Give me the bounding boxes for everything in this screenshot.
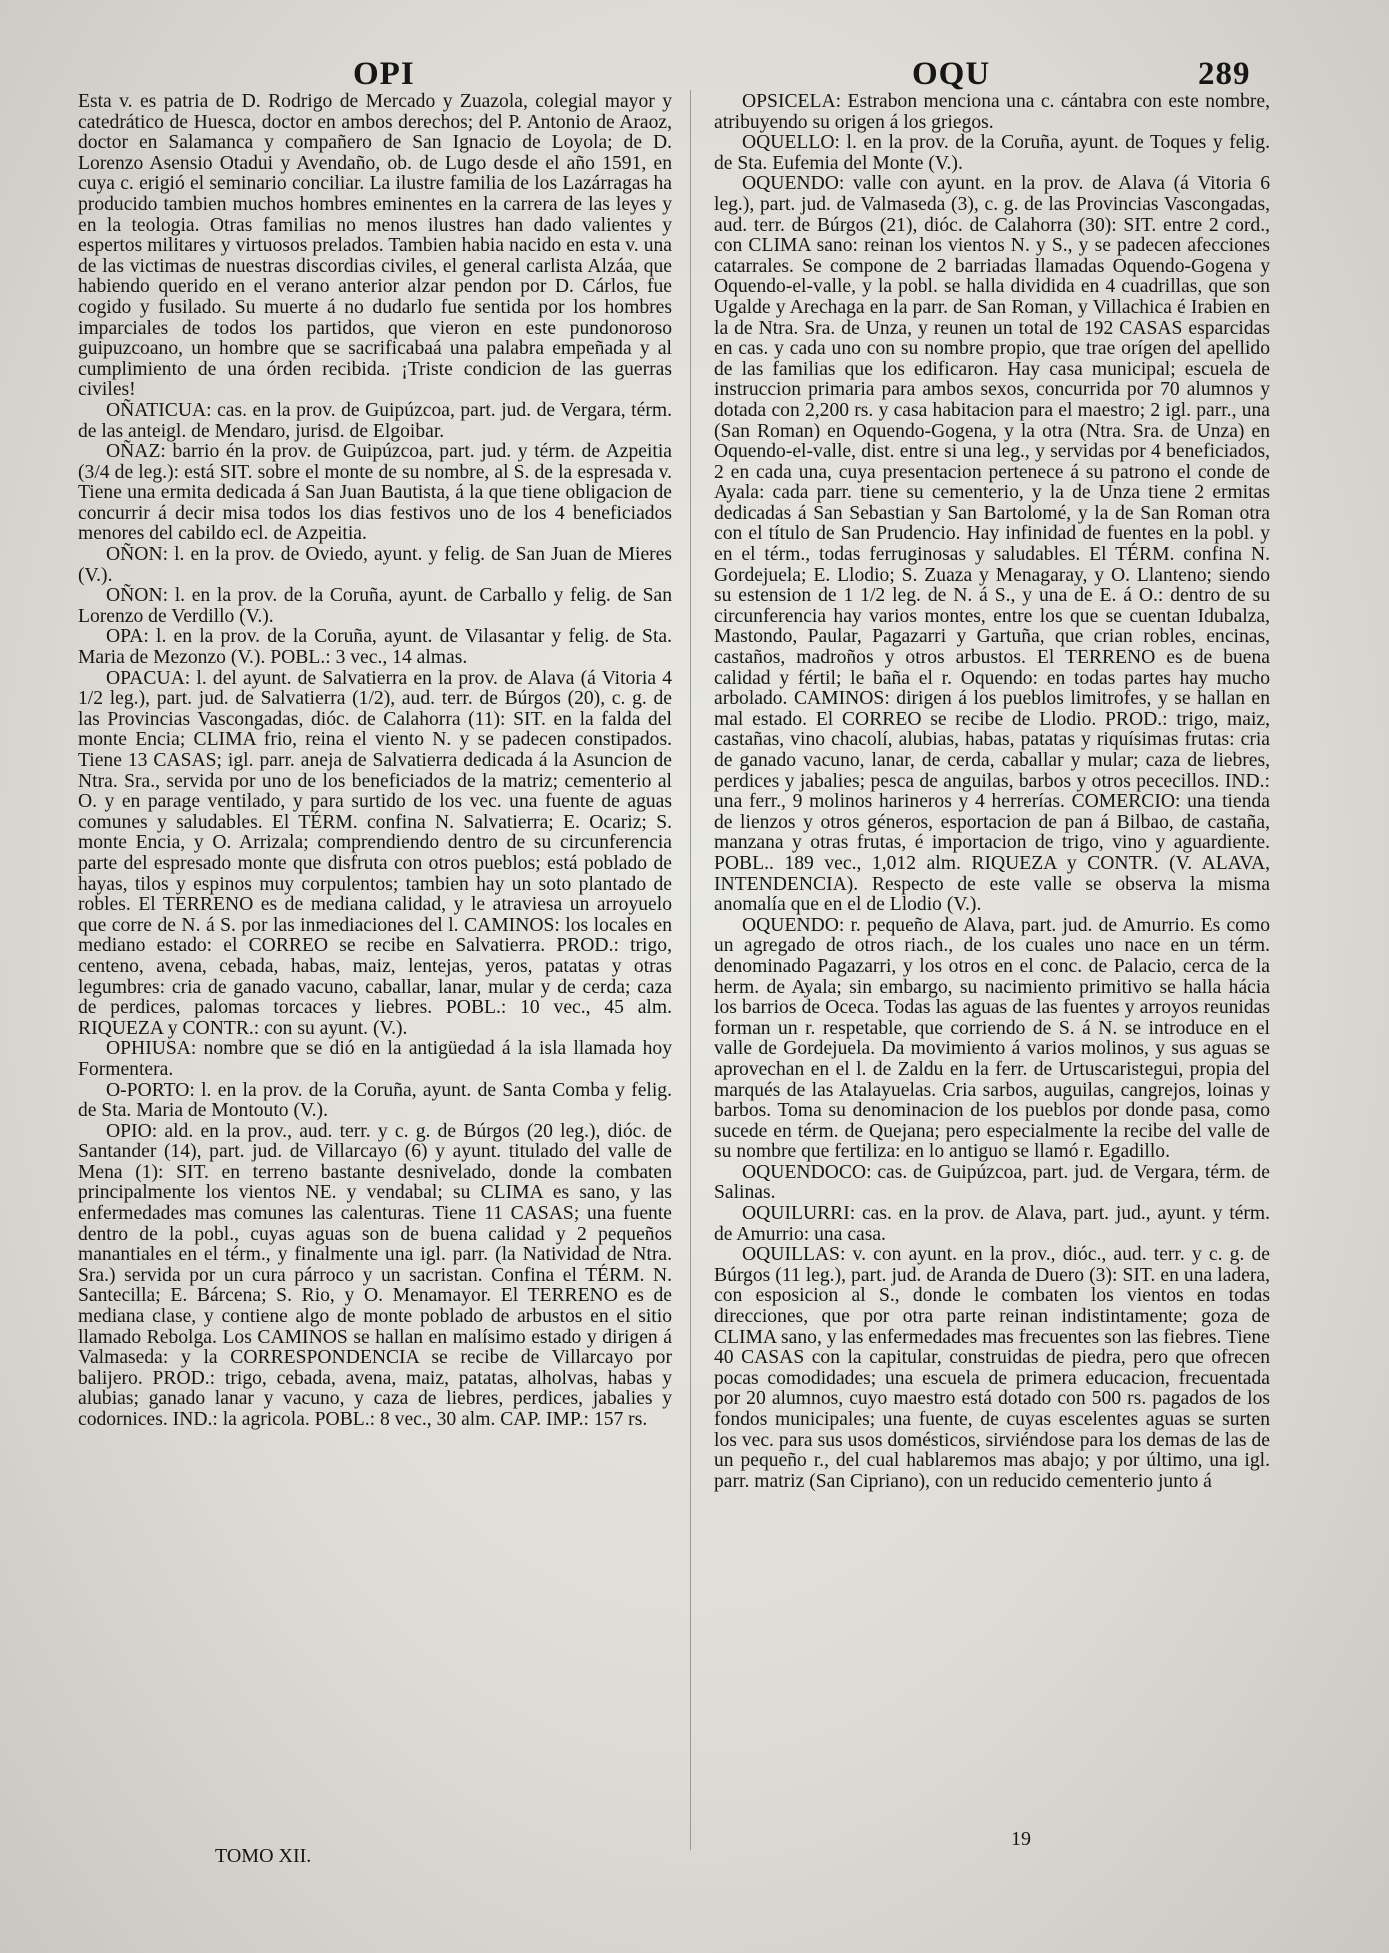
entry-opsicela: OPSICELA: Estrabon menciona una c. cántabra con este nombre, atribuyendo su origen á los griegos. bbox=[714, 91, 1270, 133]
left-column bbox=[78, 92, 672, 1431]
right-column bbox=[714, 92, 1270, 1492]
entry-onon-coruna: OÑON: l. en la prov. de la Coruña, ayunt. de Carballo y felig. de San Lorenzo de Verdillo (V.). bbox=[78, 585, 672, 627]
entry-oquilurri: OQUILURRI: cas. en la prov. de Alava, part. jud., ayunt. y térm. de Amurrio: una casa. bbox=[714, 1203, 1270, 1245]
entry-onaz: OÑAZ: barrio én la prov. de Guipúzcoa, part. jud. y térm. de Azpeitia (3/4 de leg.): está SIT. sobre el monte de su nombre, al S. de la espresada v. Tiene una ermita dedicada á San Juan Bautista, á la que tiene obligacion de concurrir á decir misa todos los dias festivos uno de los 4 beneficiados menores del cabildo ecl. de Azpeitia. bbox=[78, 441, 672, 545]
entry-continuation: Esta v. es patria de D. Rodrigo de Mercado y Zuazola, colegial mayor y catedrático de Huesca, doctor en ambos derechos; del P. Antonio de Araoz, doctor en Salamanca y compañero de San Ignacio de Loyola; de D. Lorenzo Asensio Otadui y Avendaño, ob. de Lugo desde el año 1591, en cuya c. erigió el seminario conciliar. La ilustre familia de los Lazárragas ha producido tambien muchos hombres eminentes en la carrera de las leyes y en la teologia. Otras familias no menos ilustres han dado valientes y espertos militares y virtuosos prelados. Tambien habia nacido en esta v. una de las victimas de nuestras discordias civiles, el general carlista Alzáa, que habiendo querido en el verano anterior alzar pendon por D. Cárlos, fue cogido y fusilado. Su muerte á no dudarlo fue sentida por los hombres imparciales de todos los partidos, que vieron en este pundonoroso guipuzcoano, un hombre que se sacrificabaá una palabra empeñada y al cumplimiento de una órden recibida. ¡Triste condicion de las guerras civiles! bbox=[78, 91, 672, 401]
entry-opio: OPIO: ald. en la prov., aud. terr. y c. g. de Búrgos (20 leg.), dióc. de Santander (14), part. jud. de Villarcayo (6) y ayunt. titulado del valle de Mena (1): SIT. en terreno bastante desnivelado, donde la combaten principalmente los vientos NE. y vendabal; su CLIMA es sano, y las enfermedades mas comunes las calenturas. Tiene 11 CASAS; una fuente dentro de la pobl., cuyas aguas son de buena calidad y 2 pequeños manantiales en el térm., y finalmente una igl. parr. (la Natividad de Ntra. Sra.) servida por un cura párroco y un sacristan. Confina el TÉRM. N. Santecilla; E. Bárcena; S. Rio, y O. Menamayor. El TERRENO es de mediana clase, y contiene algo de monte poblado de arbustos en el sitio llamado Rebolga. Los CAMINOS se hallan en malísimo estado y dirigen á Valmaseda: y la CORRESPONDENCIA se recibe de Villarcayo por balijero. PROD.: trigo, cebada, avena, maiz, patatas, alholvas, habas y alubias; ganado lanar y vacuno, y caza de liebres, perdices, jabalies y codornices. IND.: la agricola. POBL.: 8 vec., 30 alm. CAP. IMP.: 157 rs. bbox=[78, 1120, 672, 1430]
entry-opacua: OPACUA: l. del ayunt. de Salvatierra en la prov. de Alava (á Vitoria 4 1/2 leg.), part. jud. de Salvatierra (1/2), aud. terr. de Búrgos (20), c. g. de las Provincias Vascongadas, dióc. de Calahorra (11): SIT. en la falda del monte Encia; CLIMA frio, reina el viento N. y se padecen constipados. Tiene 13 CASAS; igl. parr. aneja de Salvatierra dedicada á la Asuncion de Ntra. Sra., servida por uno de los beneficiados de la matriz; cementerio al O. y en parage ventilado, y para surtido de los vec. una fuente de aguas comunes y saludables. El TÉRM. confina N. Salvatierra; E. Ocariz; S. monte Encia, y O. Arrizala; comprendiendo dentro de su circunferencia parte del espresado monte que disfruta con otros pueblos; está poblado de hayas, tilos y espinos muy corpulentos; tambien hay un soto plantado de robles. El TERRENO es de mediana calidad, y le atraviesa un arroyuelo que corre de N. á S. por las inmediaciones del l. CAMINOS: los locales en mediano estado: el CORREO se recibe en Salvatierra. PROD.: trigo, centeno, avena, cebada, habas, maiz, lentejas, yeros, patatas y otras legumbres: cria de ganado vacuno, caballar, lanar, mular y de cerda; caza de perdices, palomas torcaces y liebres. POBL.: 10 vec., 45 alm. RIQUEZA y CONTR.: con su ayunt. (V.). bbox=[78, 667, 672, 1039]
entry-onon-oviedo: OÑON: l. en la prov. de Oviedo, ayunt. y felig. de San Juan de Mieres (V.). bbox=[78, 544, 672, 586]
volume-footer: TOMO XII. bbox=[215, 1845, 312, 1867]
entry-oquendoco: OQUENDOCO: cas. de Guipúzcoa, part. jud. de Vergara, térm. de Salinas. bbox=[714, 1161, 1270, 1204]
running-head-left: OPI bbox=[353, 56, 415, 92]
entry-oquendo-rio: OQUENDO: r. pequeño de Alava, part. jud. de Amurrio. Es como un agregado de otros riach., de los cuales uno nace en un térm. denominado Pagazarri, y los otros en el conc. de Palacio, cerca de la herm. de Ayala; sin embargo, su nacimiento primitivo se halla hácia los barrios de Oceca. Todas las aguas de las fuentes y arroyos reunidas forman un r. respetable, que corriendo de S. á N. se introduce en el valle de Gordejuela. Da movimiento á varios molinos, y sus aguas se aprovechan en el l. de Zaldu en la ferr. de Urtuscaristegui, propia del marqués de las Atalayuelas. Cria sarbos, auguilas, cangrejos, loinas y barbos. Toma su denominacion de los pueblos por donde pasa, como sucede en térm. de Quejana; pero especialmente la recibe del valle de su nombre que fertiliza: en lo antiguo se llamó r. Egadillo. bbox=[714, 914, 1270, 1163]
column-divider bbox=[690, 90, 691, 1850]
entry-opa: OPA: l. en la prov. de la Coruña, ayunt. de Vilasantar y felig. de Sta. Maria de Mezonzo (V.). POBL.: 3 vec., 14 almas. bbox=[78, 626, 672, 669]
entry-oquello: OQUELLO: l. en la prov. de la Coruña, ayunt. de Toques y felig. de Sta. Eufemia del Monte (V.). bbox=[714, 132, 1270, 174]
entry-o-porto: O-PORTO: l. en la prov. de la Coruña, ayunt. de Santa Comba y felig. de Sta. Maria de Montouto (V.). bbox=[78, 1079, 672, 1122]
page-number: 289 bbox=[1198, 56, 1251, 92]
entry-onaticua: OÑATICUA: cas. en la prov. de Guipúzcoa, part. jud. de Vergara, térm. de las anteigl. de Mendaro, jurisd. de Elgoibar. bbox=[78, 399, 672, 442]
signature-mark: 19 bbox=[1011, 1828, 1031, 1850]
running-head-right: OQU bbox=[912, 56, 991, 92]
entry-oquillas: OQUILLAS: v. con ayunt. en la prov., dióc., aud. terr. y c. g. de Búrgos (11 leg.), part. jud. de Aranda de Duero (3): SIT. en una ladera, con esposicion al S., donde le combaten los vientos en todas direcciones, que por otra parte reinan indistintamente; goza de CLIMA sano, y las enfermedades mas frecuentes son las fiebres. Tiene 40 CASAS con la capitular, construidas de piedra, pero que ofrecen pocas comodidades; una escuela de primera educacion, frecuentada por 20 alumnos, cuyo maestro está dotado con 500 rs. pagados de los fondos municipales; una fuente, de cuyas escelentes aguas se surten los vec. para sus usos domésticos, sirviéndose para los demas de las de un pequeño r., del cual hablaremos mas abajo; y por último, una igl. parr. matriz (San Cipriano), con un reducido cementerio junto á bbox=[714, 1244, 1270, 1492]
entry-ophiusa: OPHIUSA: nombre que se dió en la antigüedad á la isla llamada hoy Formentera. bbox=[78, 1038, 672, 1080]
entry-oquendo-valle: OQUENDO: valle con ayunt. en la prov. de Alava (á Vitoria 6 leg.), part. jud. de Valmaseda (3), c. g. de las Provincias Vascongadas, aud. terr. de Búrgos (21), dióc. de Calahorra (30): SIT. entre 2 cord., con CLIMA sano: reinan los vientos N. y S., y se padecen afecciones catarrales. Se compone de 2 barriadas llamadas Oquendo-Gogena y Oquendo-el-valle, y la pobl. se halla dividida en 4 cuadrillas, que son Ugalde y Arechaga en la parr. de San Roman, y Villachica é Irabien en la de Ntra. Sra. de Unza, y reunen un total de 192 CASAS esparcidas en cas. y cada uno con su nombre propio, que trae orígen del apellido de las familias que los edificaron. Hay casa municipal; escuela de instruccion primaria para ambos sexos, concurrida por 70 alumnos y dotada con 2,200 rs. y casa habitacion para el maestro; 2 igl. parr., una (San Roman) en Oquendo-Gogena, y la otra (Ntra. Sra. de Unza) en Oquendo-el-valle, dist. entre si una leg., y servidas por 4 beneficiados, 2 en cada una, cuya presentacion pertenece á su patrono el conde de Ayala: cada parr. tiene su cementerio, y la de Unza tiene 2 ermitas dedicadas á San Sebastian y San Bartolomé, y la de San Roman otra con el título de San Prudencio. Hay infinidad de fuentes en la pobl. y en el térm., todas ferruginosas y saludables. El TÉRM. confina N. Gordejuela; E. Llodio; S. Zuaza y Menagaray, y O. Llanteno; siendo su estension de 1 1/2 leg. de N. á S., y una de E. á O.: dentro de su circunferencia hay varios montes, entre los que se cuentan Idubalza, Mastondo, Paular, Pagazarri y Gartuña, que crian robles, encinas, castaños, madroños y otros arbustos. El TERRENO es de buena calidad y fértil; le baña el r. Oquendo: en todas partes hay mucho arbolado. CAMINOS: dirigen á los pueblos limitrofes, y se hallan en mal estado. El CORREO se recibe de Llodio. PROD.: trigo, maiz, castañas, vino chacolí, alubias, habas, patatas y riquísimas frutas: cria de ganado vacuno, lanar, de cerda, caballar y mular; caza de liebres, perdices y jabalies; pesca de anguilas, barbos y otros pececillos. IND.: una ferr., 9 molinos harineros y 4 herrerías. COMERCIO: una tienda de lienzos y otros géneros, esportacion de pan á Bilbao, de castaña, manzana y otras frutas, é importacion de trigo, vino y aguardiente. POBL.. 189 vec., 1,012 alm. RIQUEZA y CONTR. (V. ALAVA, INTENDENCIA). Respecto de este valle se observa la misma anomalía que en el de Llodio (V.). bbox=[714, 173, 1270, 916]
